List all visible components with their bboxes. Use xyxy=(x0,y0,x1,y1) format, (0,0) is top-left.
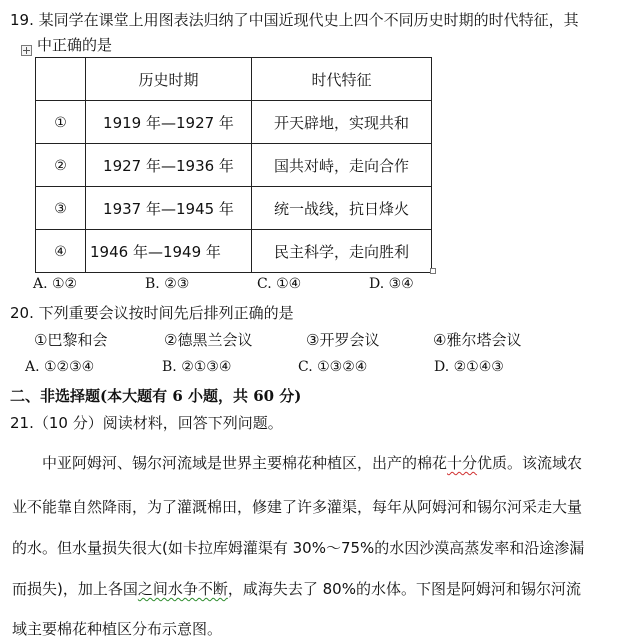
period-cell: 1946 年—1949 年 xyxy=(86,230,252,273)
row-number: ① xyxy=(54,115,67,131)
table-row xyxy=(36,187,432,230)
q21-paragraph-line1: 中亚阿姆河、锡尔河流域是世界主要棉花种植区，出产的棉花十分优质。该流域农 xyxy=(42,454,583,472)
q21-stem: 21.（10 分）阅读材料，回答下列问题。 xyxy=(10,414,283,432)
table-header-period: 历史时期 xyxy=(86,58,252,101)
q19-option-c: C. ①④ xyxy=(257,276,302,292)
q19-stem-line2: 中正确的是 xyxy=(37,36,113,54)
q21-paragraph-line2: 业不能靠自然降雨，为了灌溉棉田，修建了许多灌渠，每年从阿姆河和锡尔河采走大量 xyxy=(12,498,583,516)
q21-paragraph-line5: 域主要棉花种植区分布示意图。 xyxy=(12,620,223,638)
table-header-row xyxy=(36,58,432,101)
q19-option-d: D. ③④ xyxy=(369,276,414,292)
q20-item-2: ②德黑兰会议 xyxy=(164,331,253,349)
q20-stem: 20. 下列重要会议按时间先后排列正确的是 xyxy=(10,304,294,322)
period-cell: 1937 年—1945 年 xyxy=(86,187,252,230)
table-row xyxy=(36,101,432,144)
feature-cell: 开天辟地，实现共和 xyxy=(252,101,432,144)
row-number: ④ xyxy=(54,244,67,260)
table-row xyxy=(36,144,432,187)
table-row xyxy=(36,230,432,273)
q19-option-a: A. ①② xyxy=(33,276,78,292)
grammar-underline: 之间水争不断 xyxy=(137,580,228,598)
q20-option-d: D. ②①④③ xyxy=(434,359,504,375)
feature-cell: 民主科学，走向胜利 xyxy=(252,230,432,273)
table-anchor-icon[interactable] xyxy=(21,45,32,56)
row-number: ② xyxy=(54,158,67,174)
table-header-feature: 时代特征 xyxy=(252,58,432,101)
feature-cell: 国共对峙，走向合作 xyxy=(252,144,432,187)
row-number: ③ xyxy=(54,201,67,217)
q19-option-b: B. ②③ xyxy=(145,276,190,292)
q21-paragraph-line4: 而损失)，加上各国之间水争不断，咸海失去了 80%的水体。下图是阿姆河和锡尔河流 xyxy=(12,580,581,598)
period-cell: 1919 年—1927 年 xyxy=(86,101,252,144)
history-periods-table xyxy=(35,57,432,273)
q20-option-b: B. ②①③④ xyxy=(162,359,232,375)
q19-stem-line1: 19. 某同学在课堂上用图表法归纳了中国近现代史上四个不同历史时期的时代特征，其 xyxy=(10,11,579,29)
q20-option-c: C. ①③②④ xyxy=(298,359,368,375)
q21-paragraph-line3: 的水。但水量损失很大(如卡拉库姆灌渠有 30%～75%的水因沙漠高蒸发率和沿途渗漏 xyxy=(12,539,585,557)
q20-item-3: ③开罗会议 xyxy=(306,331,380,349)
table-header-index xyxy=(36,58,86,101)
q20-item-1: ①巴黎和会 xyxy=(34,331,108,349)
q20-option-a: A. ①②③④ xyxy=(25,359,95,375)
q20-item-4: ④雅尔塔会议 xyxy=(433,331,522,349)
table-resize-handle[interactable] xyxy=(430,268,436,274)
period-cell: 1927 年—1936 年 xyxy=(86,144,252,187)
section-2-title: 二、非选择题(本大题有 6 小题，共 60 分) xyxy=(10,387,302,405)
spellcheck-underline: 十分 xyxy=(447,454,478,472)
feature-cell: 统一战线，抗日烽火 xyxy=(252,187,432,230)
